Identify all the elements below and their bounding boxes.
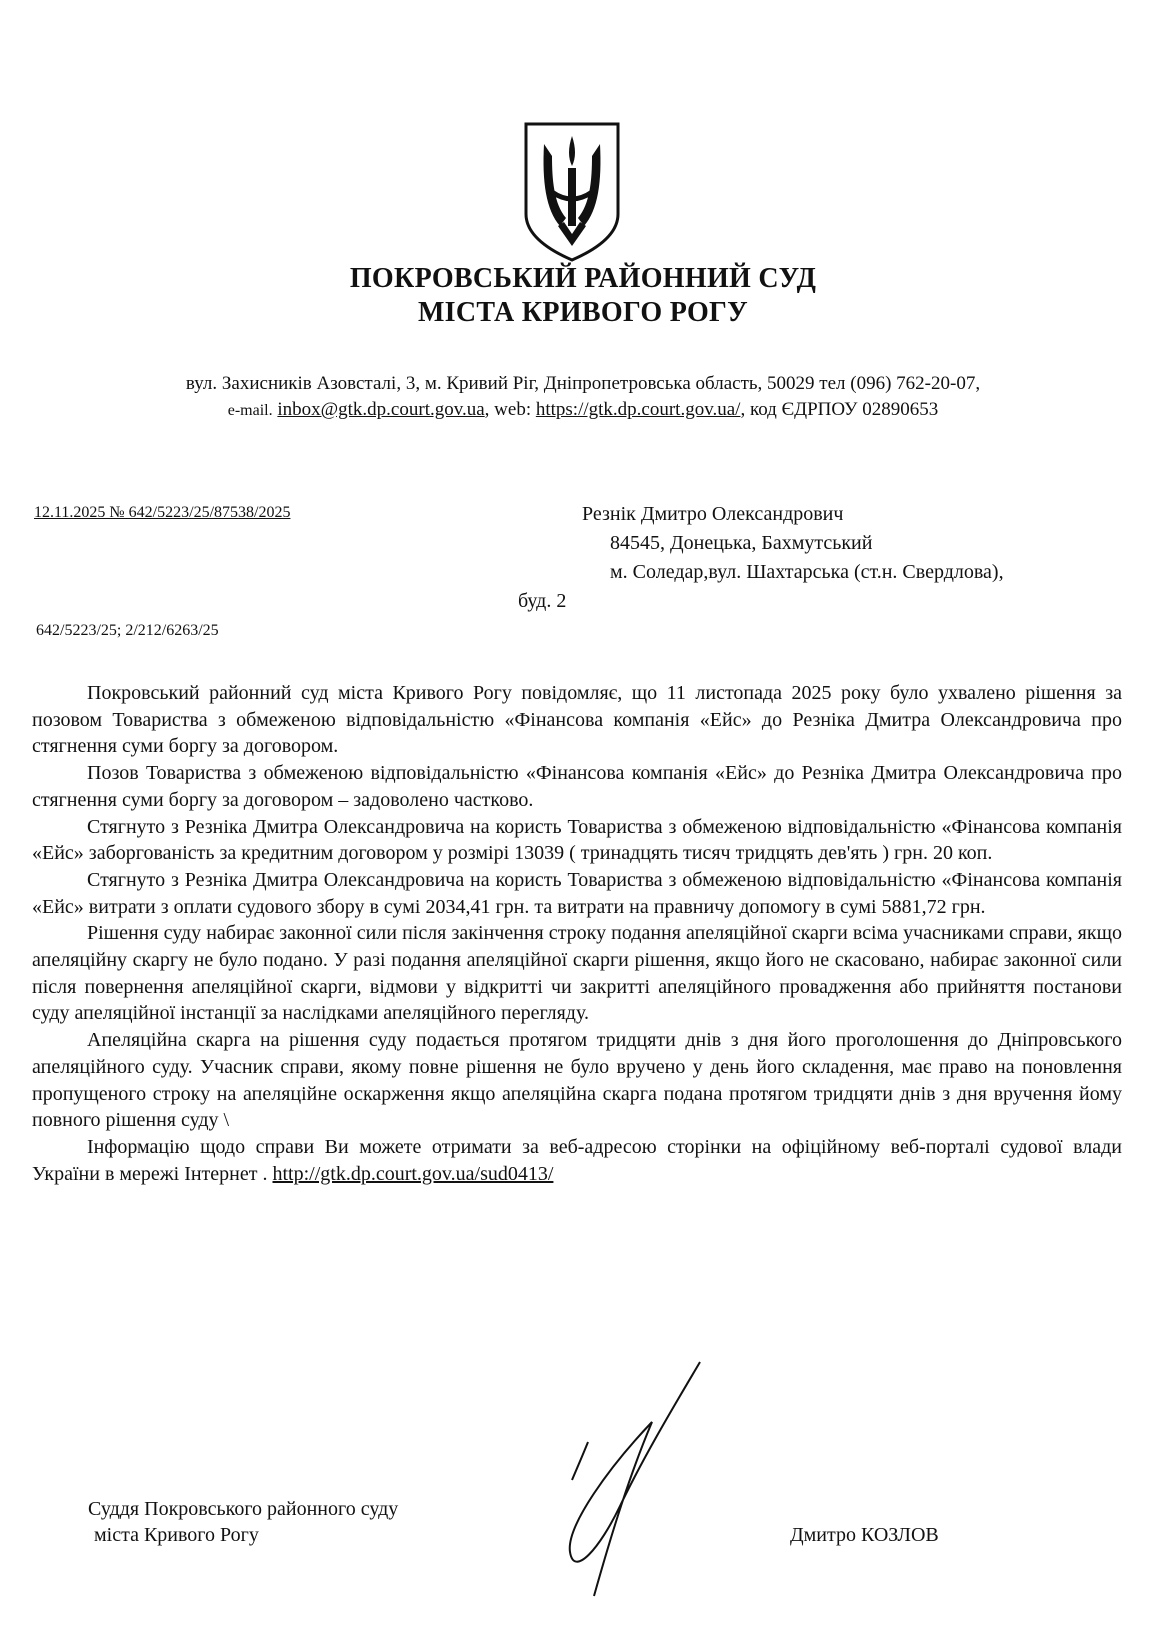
case-info-link[interactable]: http://gtk.dp.court.gov.ua/sud0413/ [272, 1162, 554, 1185]
recipient-name: Резнік Дмитро Олександрович [582, 503, 844, 525]
judge-name: Дмитро КОЗЛОВ [790, 1524, 939, 1546]
web-label: web: [494, 399, 532, 420]
judge-title-line1: Суддя Покровського районного суду [88, 1498, 399, 1520]
email-label: e-mail. [227, 402, 273, 419]
coat-of-arms-icon [522, 122, 622, 262]
court-name-line2: МІСТА КРИВОГО РОГУ [417, 297, 749, 328]
body-paragraph: Стягнуто з Резніка Дмитра Олександровича на користь Товариства з обмеженою відповідальністю «Фінансова компанія «Ейс» заборгованість за кредитним договором у розмірі 13039 ( тринадцять тисяч тридцять дев'ять ) грн. 20 коп. [32, 815, 1122, 865]
info-text: Інформацію щодо справи Ви можете отримати за веб-адресою сторінки на офіційному веб-порталі судової влади України в мережі Інтернет . [32, 1135, 1122, 1185]
body-paragraph: Покровський районний суд міста Кривого Рогу повідомляє, що 11 листопада 2025 року було ухвалено рішення за позовом Товариства з обмеженою відповідальністю «Фінансова компанія «Ейс» до Резніка Дмитра Олександровича про стягнення суми боргу за договором. [32, 682, 1122, 758]
court-address: вул. Захисників Азовсталі, 3, м. Кривий Ріг, Дніпропетровська область, 50029 тел (096) 762-20-07, [185, 373, 981, 394]
recipient-address-line4: буд. 2 [518, 590, 567, 612]
outgoing-reference: 12.11.2025 № 642/5223/25/87538/2025 [34, 504, 291, 521]
body-paragraph: Рішення суду набирає законної сили після закінчення строку подання апеляційної скарги всіма учасниками справи, якщо апеляційну скаргу не було подано. У разі подання апеляційної скарги рішення, якщо його не скасовано, набирає законної сили після повернення апеляційної скарги, відмови у відкритті чи закритті апеляційного провадження або прийняття постанови суду апеляційної інстанції за наслідками апеляційного перегляду. [32, 922, 1122, 1025]
judge-title-line2: міста Кривого Рогу [94, 1524, 259, 1546]
body-paragraph: Позов Товариства з обмеженою відповідальністю «Фінансова компанія «Ейс» до Резніка Дмитра Олександровича про стягнення суми боргу за договором – задоволено частково. [32, 762, 1122, 811]
body-paragraph: Апеляційна скарга на рішення суду подається протягом тридцяти днів з дня його проголошення до Дніпровського апеляційного суду. Учасник справи, якому повне рішення не було вручено у день його складення, має право на поновлення пропущеного строку на апеляційне оскарження якщо апеляційна скарга подана протягом тридцяти днів з дня вручення йому повного рішення суду \ [32, 1029, 1122, 1132]
website-link[interactable]: https://gtk.dp.court.gov.ua/ [535, 399, 741, 420]
recipient-address-line3: м. Соледар,вул. Шахтарська (ст.н. Свердлова), [610, 561, 1004, 583]
edrpou-code: , код ЄДРПОУ 02890653 [740, 399, 939, 420]
body-paragraph [32, 1134, 1122, 1187]
letter-body [32, 680, 1122, 1187]
case-numbers: 642/5223/25; 2/212/6263/25 [36, 622, 219, 639]
court-name-line1: ПОКРОВСЬКИЙ РАЙОННИЙ СУД [349, 263, 817, 294]
email-link[interactable]: inbox@gtk.dp.court.gov.ua [277, 399, 485, 420]
body-paragraph: Стягнуто з Резніка Дмитра Олександровича на користь Товариства з обмеженою відповідальністю «Фінансова компанія «Ейс» витрати з оплати судового збору в сумі 2034,41 грн. та витрати на правничу допомогу в сумі 5881,72 грн. [32, 868, 1122, 918]
handwritten-signature [560, 1356, 720, 1616]
recipient-address-line2: 84545, Донецька, Бахмутський [610, 532, 873, 554]
court-contacts: e-mail. inbox@gtk.dp.court.gov.ua, web: https://gtk.dp.court.gov.ua/, код ЄДРПОУ 02890653 [227, 399, 939, 420]
